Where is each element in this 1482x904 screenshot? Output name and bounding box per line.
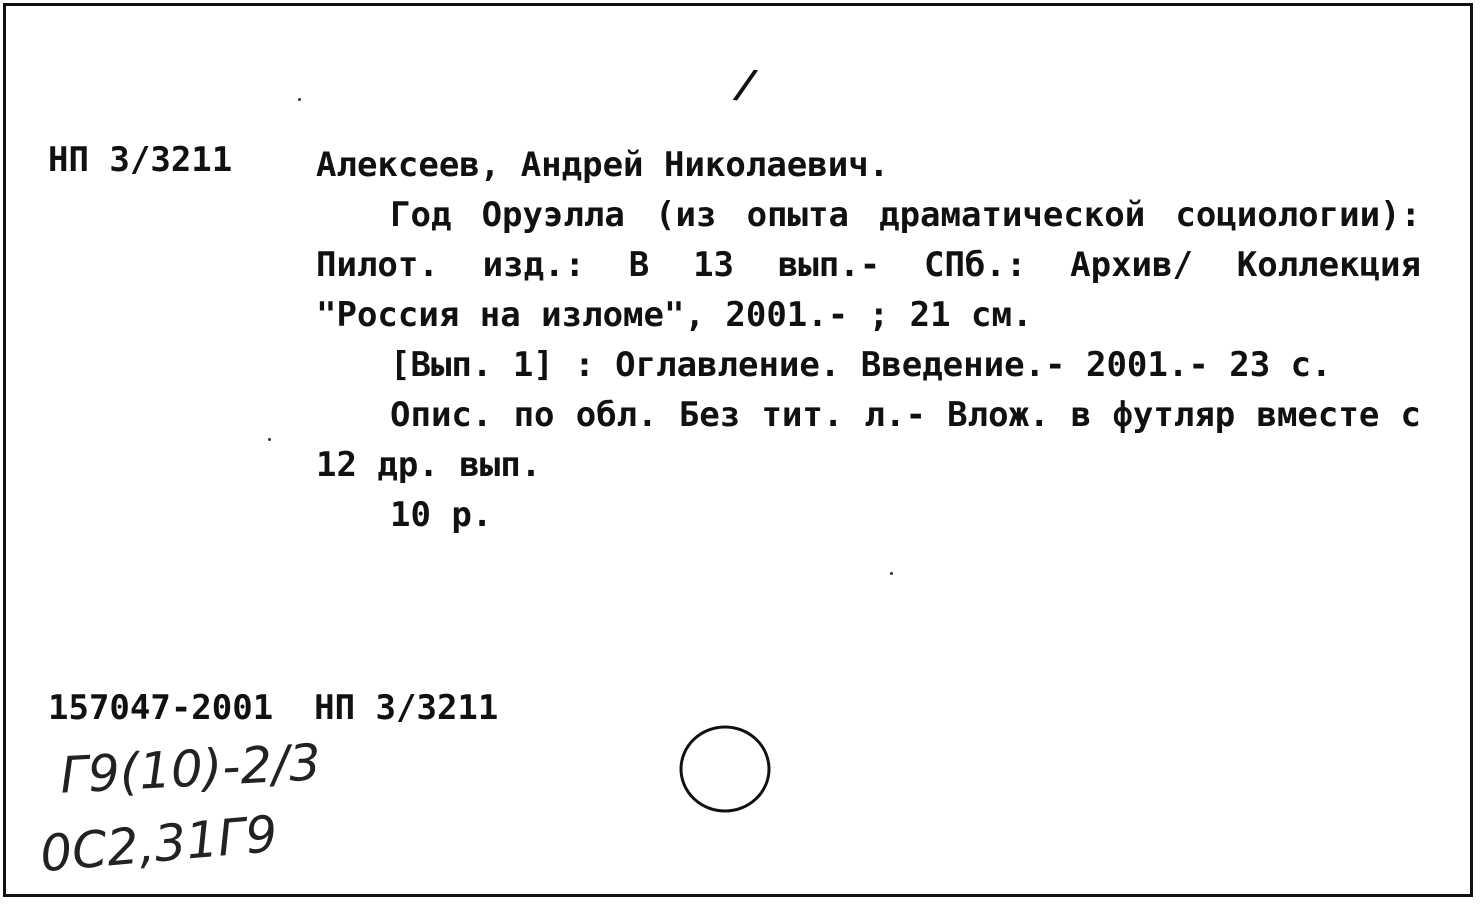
footer-shelf-mark: НП 3/3211 xyxy=(314,688,499,728)
page-mark: / xyxy=(731,60,763,110)
handwritten-classification: Г9(10)-2/3 xyxy=(58,733,323,805)
speck xyxy=(890,572,893,575)
handwritten-index: 0С2,31Г9 xyxy=(37,804,280,884)
shelf-mark: НП 3/3211 xyxy=(48,140,233,180)
record-number: 157047-2001 xyxy=(48,688,274,728)
speck xyxy=(298,98,301,101)
price-paragraph: 10 р. xyxy=(390,495,493,535)
title-paragraph: Год Оруэлла (из опыта драматической социологии): Пилот. изд.: В 13 вып.- СПб.: Архив/ Коллекция "Россия на изломе", 2001.- ; 21 см. xyxy=(316,195,1421,335)
author-heading: Алексеев, Андрей Николаевич. xyxy=(316,145,890,185)
note-paragraph: Опис. по обл. Без тит. л.- Влож. в футляр вместе с 12 др. вып. xyxy=(316,395,1421,485)
catalog-entry xyxy=(316,140,1421,540)
speck xyxy=(268,438,271,441)
volume-paragraph: [Вып. 1] : Оглавление. Введение.- 2001.- 23 с. xyxy=(390,345,1332,385)
footer-line xyxy=(48,688,498,728)
circle-mark xyxy=(678,722,772,816)
